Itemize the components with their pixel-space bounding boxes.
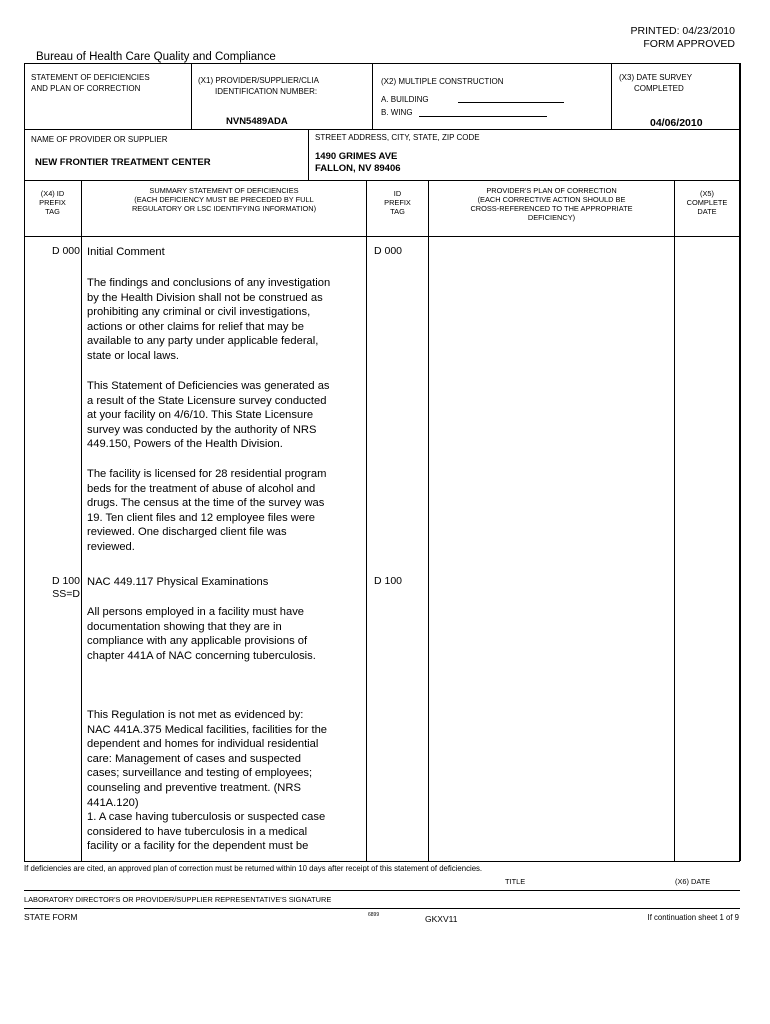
building-field <box>458 102 564 103</box>
paragraph-requirement: All persons employed in a facility must have documentation showing that they are in compliance with any applicable provisions of chapter 441A of NAC concerning tuberculosis. <box>87 606 316 662</box>
x3-label-2: COMPLETED <box>634 84 684 93</box>
title-label: TITLE <box>505 877 526 886</box>
col-x5-header: (X5) COMPLETE DATE <box>686 189 728 216</box>
provider-name-label: NAME OF PROVIDER OR SUPPLIER <box>31 135 168 144</box>
paragraph-evidence: This Regulation is not met as evidenced by: NAC 441A.375 Medical facilities, facilities for the dependent and homes for individual residential care: Management of cases and suspected cases; surveillance and testing of employees; counseling and preventive treatment. (NRS 441A.120) 1. A case having tuberculosis or suspected case considered to have tuberculosis in a medical facility or a facility for the dependent must be <box>87 709 328 853</box>
statement-label-1: STATEMENT OF DEFICIENCIES <box>31 73 150 82</box>
paragraph-findings: The findings and conclusions of any investigation by the Health Division shall not be construed as prohibiting any criminal or civil investigations, actions or other claims for relief that may be available to any party under applicable federal, state or local laws. <box>87 277 331 362</box>
address-line-1: 1490 GRIMES AVE <box>315 151 398 162</box>
severity-tag: SS=D <box>52 588 80 600</box>
x1-label: (X1) PROVIDER/SUPPLIER/CLIA <box>198 76 319 85</box>
entry-id-tag: D 100 <box>374 575 403 587</box>
bureau-name: Bureau of Health Care Quality and Compliance <box>36 51 276 63</box>
entry-id-tag: D 000 <box>374 245 403 257</box>
clia-number: NVN5489ADA <box>226 116 288 127</box>
signature-divider <box>24 890 740 891</box>
col-plan-header: PROVIDER'S PLAN OF CORRECTION (EACH CORRECTIVE ACTION SHOULD BE CROSS-REFERENCED TO THE APPROPRIATE DEFICIENCY) <box>470 186 633 222</box>
paragraph-statement: This Statement of Deficiencies was generated as a result of the State Licensure survey conducted at your facility on 4/6/10. This State Licensure survey was conducted by the authority of NRS 449.150, Powers of the Health Division. <box>87 380 330 451</box>
address-label: STREET ADDRESS, CITY, STATE, ZIP CODE <box>315 133 480 142</box>
entry-heading: NAC 449.117 Physical Examinations <box>87 576 269 588</box>
entry-tag: D 000 <box>51 245 80 257</box>
building-label: A. BUILDING <box>381 95 429 104</box>
entry-heading: Initial Comment <box>87 246 165 258</box>
survey-date: 04/06/2010 <box>650 117 703 129</box>
statement-label-2: AND PLAN OF CORRECTION <box>31 84 141 93</box>
x6-date-label: (X6) DATE <box>675 877 711 886</box>
state-form-label: STATE FORM <box>24 912 78 922</box>
x1-label-2: IDENTIFICATION NUMBER: <box>215 87 318 96</box>
paragraph-facility: The facility is licensed for 28 residential program beds for the treatment of abuse of alcohol and drugs. The census at the time of the survey was 19. Ten client files and 12 employee files were reviewed. One discharged client file was reviewed. <box>87 468 327 553</box>
form-approved: FORM APPROVED <box>643 38 735 50</box>
x2-label: (X2) MULTIPLE CONSTRUCTION <box>381 77 504 86</box>
address-line-2: FALLON, NV 89406 <box>315 163 401 174</box>
signature-line <box>24 908 740 909</box>
col-id-header: ID PREFIX TAG <box>384 189 411 216</box>
x3-label: (X3) DATE SURVEY <box>619 73 693 82</box>
col-x4-header: (X4) ID PREFIX TAG <box>39 189 66 216</box>
signature-label: LABORATORY DIRECTOR'S OR PROVIDER/SUPPLIER REPRESENTATIVE'S SIGNATURE <box>24 895 332 904</box>
continuation-sheet: If continuation sheet 1 of 9 <box>647 913 739 922</box>
entry-tag: D 100 <box>51 575 80 587</box>
printed-date: PRINTED: 04/23/2010 <box>630 25 735 37</box>
wing-label: B. WING <box>381 108 413 117</box>
form-code-small: 6899 <box>368 912 380 918</box>
form-code: GKXV11 <box>425 914 458 924</box>
footer-notice: If deficiencies are cited, an approved plan of correction must be returned within 10 days after receipt of this statement of deficiencies. <box>24 864 483 873</box>
provider-name: NEW FRONTIER TREATMENT CENTER <box>35 157 211 168</box>
wing-field <box>419 116 547 117</box>
col-summary-header: SUMMARY STATEMENT OF DEFICIENCIES (EACH DEFICIENCY MUST BE PRECEDED BY FULL REGULATORY OR LSC IDENTIFYING INFORMATION) <box>131 186 317 213</box>
